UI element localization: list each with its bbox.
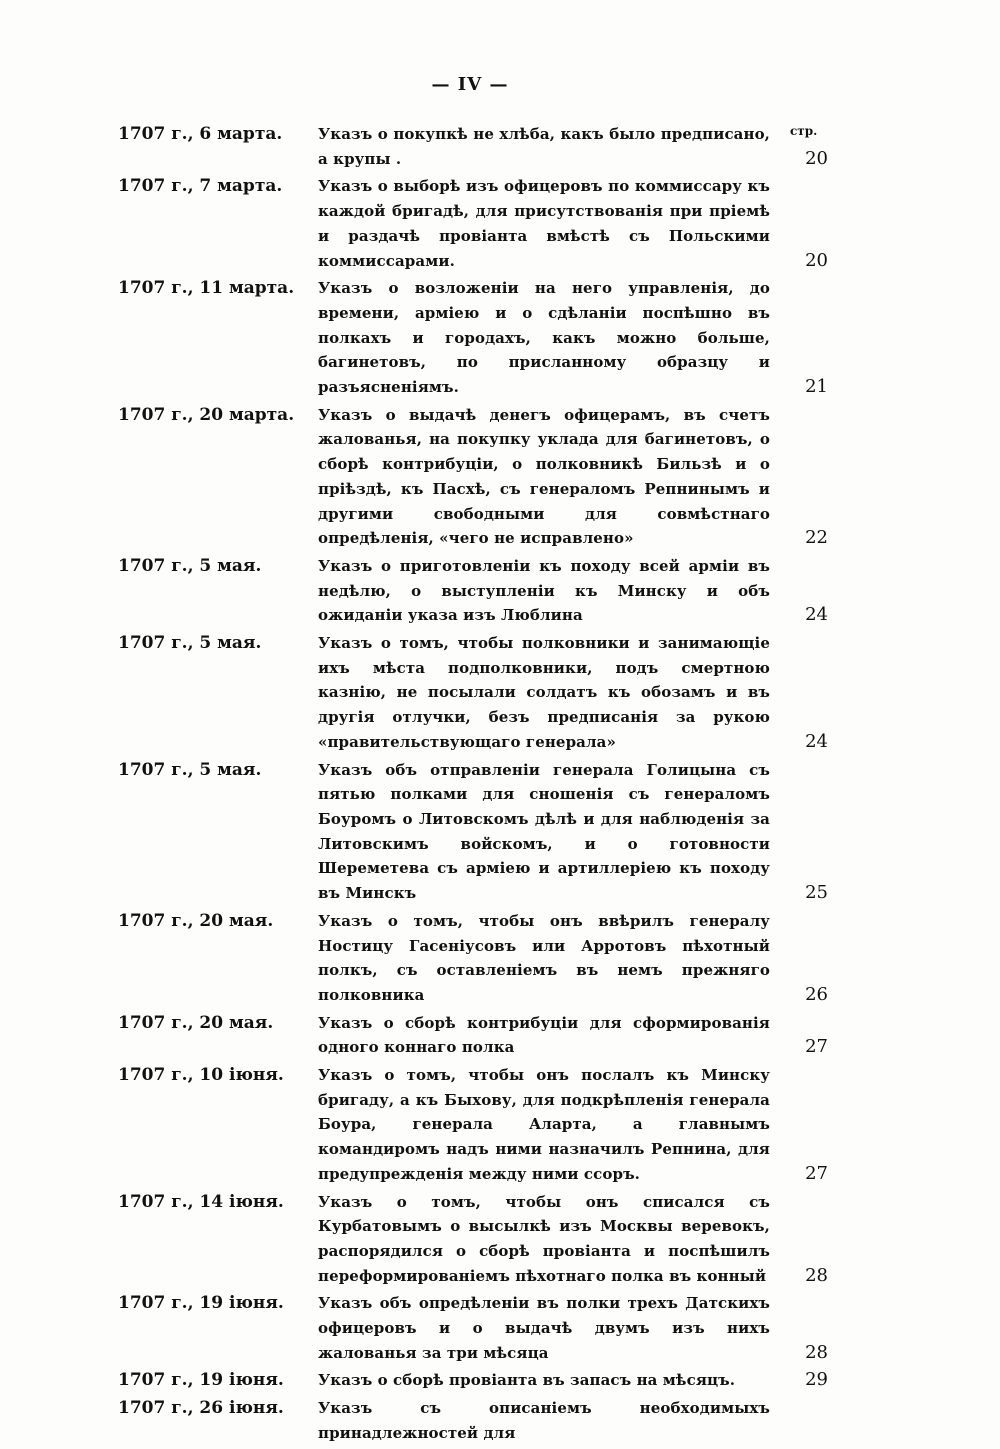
entry-date: 1707 г., 26 іюня.	[118, 1398, 284, 1419]
entry-date: 1707 г., 7 марта.	[118, 176, 283, 197]
list-item	[118, 631, 828, 755]
entry-page-number: 26	[805, 983, 828, 1005]
list-item	[118, 1011, 828, 1060]
entry-page-number: 22	[805, 527, 828, 549]
entry-date: 1707 г., 5 мая.	[118, 633, 262, 654]
entry-description: Указъ о томъ, чтобы онъ послалъ къ Минску бригаду, а къ Быхову, для подкрѣпленія генерала Боура, генерала Аларта, а главнымъ командиромъ надъ ними назначилъ Репнина, для предупрежденія между ними ссоръ.	[318, 1066, 770, 1183]
list-item	[118, 1063, 828, 1187]
entry-page-number: 25	[805, 882, 828, 904]
page-column-header: стр.	[790, 124, 818, 138]
entry-description: Указъ о покупкѣ не хлѣба, какъ было предписано, а крупы .	[318, 125, 770, 168]
list-item	[118, 758, 828, 906]
list-item	[118, 276, 828, 400]
entry-page-number: 29	[805, 1369, 828, 1391]
entry-description: Указъ о выдачѣ денегъ офицерамъ, въ счетъ жалованья, на покупку уклада для багинетовъ, о сборѣ контрибуціи, о полковникѣ Бильзѣ и о пріѣздѣ, къ Пасхѣ, съ генераломъ Репнинымъ и другими свободными для совмѣстнаго опредѣленія, «чего не исправлено»	[318, 405, 770, 548]
entry-date: 1707 г., 14 іюня.	[118, 1191, 284, 1212]
entry-description: Указъ о сборѣ контрибуціи для сформированія одного коннаго полка	[318, 1013, 770, 1057]
entry-date: 1707 г., 19 іюня.	[118, 1293, 284, 1314]
entry-date: 1707 г., 6 марта.	[118, 124, 283, 144]
entry-description: Указъ съ описаніемъ необходимыхъ принадлежностей для	[318, 1399, 770, 1442]
list-item	[118, 554, 828, 628]
entry-description: Указъ объ отправленіи генерала Голицына съ пятью полками для сношенія съ генераломъ Боуромъ о Литовскомъ дѣлѣ и для наблюденія за Литовскимъ войскомъ, и о готовности Шереметева съ арміею и артиллеріею къ походу въ Минскъ	[318, 760, 770, 903]
entry-description: Указъ о возложеніи на него управленія, до времени, арміею и о сдѣланіи поспѣшно въ полкахъ и городахъ, какъ можно больше, багинетовъ, по присланному образцу и разъясненіямъ.	[318, 279, 770, 397]
entry-page-number: 20	[805, 249, 828, 271]
entry-page-number: 27	[805, 1036, 828, 1058]
list-item	[118, 1368, 828, 1393]
entry-page-number: 21	[805, 376, 828, 398]
entry-date: 1707 г., 20 марта.	[118, 404, 295, 425]
entry-page-number: 27	[805, 1162, 828, 1184]
list-item	[118, 122, 828, 171]
entry-page-number: 28	[805, 1264, 828, 1286]
list-item	[118, 1396, 828, 1445]
page-number: — IV —	[431, 74, 509, 95]
entry-date: 1707 г., 5 мая.	[118, 759, 262, 780]
entry-page-number: 20	[805, 147, 828, 169]
entry-description: Указъ о томъ, чтобы полковники и занимающіе ихъ мѣста подполковники, подъ смертною казнію, не посылали солдатъ къ обозамъ и въ другія отлучки, безъ предписанія за рукою «правительствующаго генерала»	[318, 634, 770, 751]
list-item	[118, 1291, 828, 1365]
entry-page-number: 24	[805, 604, 828, 626]
entry-description: Указъ объ опредѣленіи въ полки трехъ Датскихъ офицеровъ и о выдачѣ двумъ изъ нихъ жалованья за три мѣсяца	[318, 1294, 770, 1362]
entry-description: Указъ о сборѣ провіанта въ запасъ на мѣсяцъ.	[318, 1371, 736, 1390]
entry-date: 1707 г., 5 мая.	[118, 555, 262, 576]
entry-description: Указъ о томъ, чтобы онъ списался съ Курбатовымъ о высылкѣ изъ Москвы веревокъ, распорядился о сборѣ провіанта и поспѣшилъ переформированіемъ пѣхотнаго полка въ конный	[318, 1192, 770, 1285]
entry-date: 1707 г., 20 мая.	[118, 910, 274, 931]
entry-description: Указъ о томъ, чтобы онъ ввѣрилъ генералу Ностицу Гасеніусовъ или Арротовъ пѣхотный полкъ, съ оставленіемъ въ немъ прежняго полковника	[318, 911, 770, 1004]
entry-description: Указъ о приготовленіи къ походу всей арміи въ недѣлю, о выступленіи къ Минску и объ ожиданіи указа изъ Люблина	[318, 556, 770, 625]
entry-date: 1707 г., 11 марта.	[118, 278, 295, 299]
list-item	[118, 1190, 828, 1289]
list-item	[118, 174, 828, 273]
entry-page-number: 28	[805, 1341, 828, 1363]
entry-date: 1707 г., 20 мая.	[118, 1012, 274, 1033]
list-item	[118, 909, 828, 1008]
entry-date: 1707 г., 10 іюня.	[118, 1065, 284, 1086]
list-item	[118, 403, 828, 551]
entries-list	[118, 122, 828, 1449]
entry-description: Указъ о выборѣ изъ офицеровъ по коммиссару къ каждой бригадѣ, для присутствованія при пріемѣ и раздачѣ провіанта вмѣстѣ съ Польскими коммиссарами.	[318, 177, 770, 270]
entry-page-number: 24	[805, 730, 828, 752]
entry-date: 1707 г., 19 іюня.	[118, 1370, 284, 1391]
